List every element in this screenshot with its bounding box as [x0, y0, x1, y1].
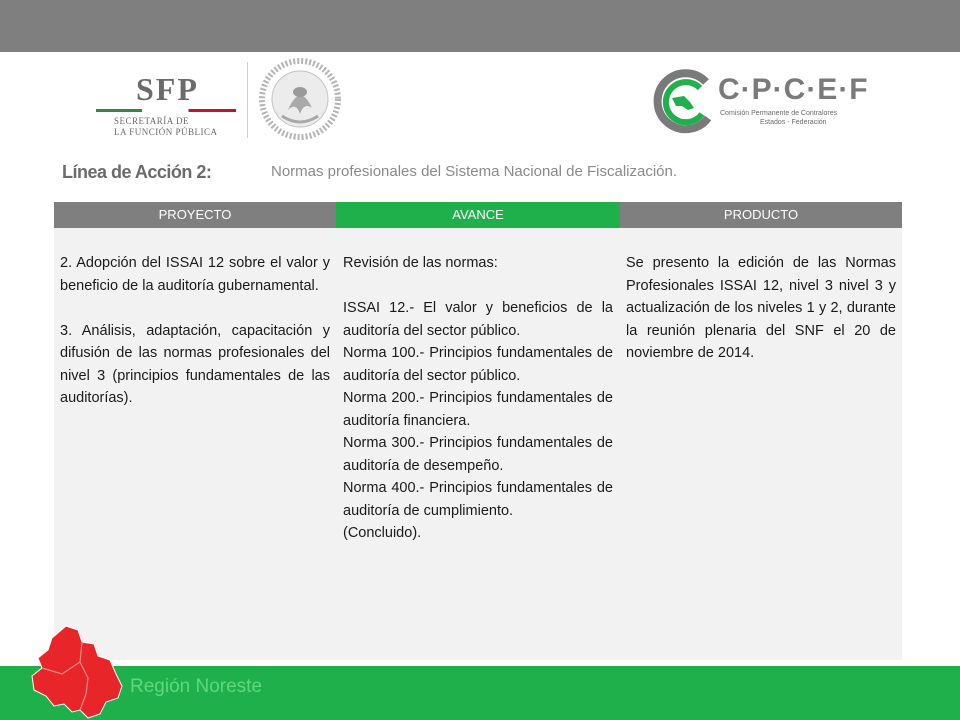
top-bar [0, 0, 960, 52]
header-producto: PRODUCTO [620, 202, 902, 228]
action-table [54, 202, 902, 660]
proyecto-column [60, 252, 330, 410]
producto-column [626, 252, 896, 365]
region-label: Región Noreste [130, 676, 263, 697]
avance-column [343, 252, 613, 545]
avance-item: Revisión de las normas: [343, 255, 498, 271]
logo-divider [247, 62, 248, 138]
region-map-icon [28, 622, 124, 720]
producto-item: Se presento la edición de las Normas Profesionales ISSAI 12, nivel 3 nivel 3 y actualización de los niveles 1 y 2, durante la reunión plenaria del SNF el 20 de noviembre de 2014. [626, 255, 896, 361]
sfp-acronym: SFP [136, 71, 199, 107]
cpcef-subtitle-line2: Estados - Federación [760, 119, 827, 126]
proyecto-item: 2. Adopción del ISSAI 12 sobre el valor y beneficio de la auditoría gubernamental. [60, 255, 330, 294]
cpcef-acronym: C·P·C·E·F [718, 73, 869, 106]
avance-item: Norma 300.- Principios fundamentales de auditoría de desempeño. [343, 435, 613, 474]
avance-item: Norma 200.- Principios fundamentales de auditoría financiera. [343, 390, 613, 429]
cpcef-emblem-icon [650, 68, 716, 134]
sfp-logo [96, 72, 238, 138]
sfp-subtitle-line2: LA FUNCIÓN PÚBLICA [114, 127, 218, 137]
avance-item: ISSAI 12.- El valor y beneficios de la auditoría del sector público. [343, 300, 613, 339]
line-of-action-label: Línea de Acción 2: [62, 162, 212, 182]
cpcef-logo [650, 68, 869, 134]
sfp-subtitle-line1: SECRETARÍA DE [114, 116, 190, 126]
avance-item: (Concluido). [343, 525, 422, 541]
line-of-action-description: Normas profesionales del Sistema Nacional de Fiscalización. [271, 163, 678, 180]
proyecto-item: 3. Análisis, adaptación, capacitación y difusión de las normas profesionales del nivel 3 (principios fundamentales de las auditorías). [60, 322, 330, 406]
avance-item: Norma 100.- Principios fundamentales de auditoría del sector público. [343, 345, 613, 384]
avance-item: Norma 400.- Principios fundamentales de auditoría de cumplimiento. [343, 480, 613, 519]
sfp-flag-stripe [96, 109, 236, 112]
cpcef-subtitle-line1: Comisión Permanente de Contralores [720, 110, 838, 117]
national-seal-icon [258, 58, 342, 140]
header-avance: AVANCE [336, 202, 620, 228]
header-proyecto: PROYECTO [54, 202, 336, 228]
